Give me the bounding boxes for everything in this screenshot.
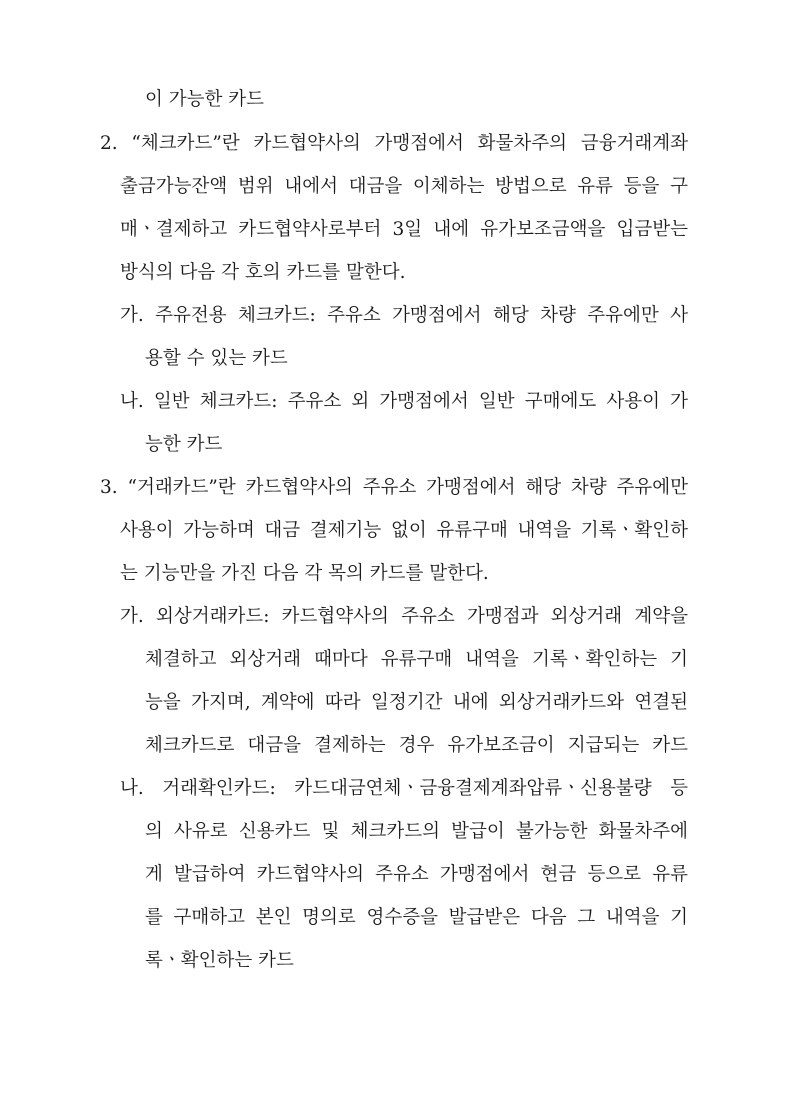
text-line-5: 방식의 다음 각 호의 카드를 말한다. (120, 262, 406, 283)
text-line-20: 를 구매하고 본인 명의로 영수증을 발급받은 다음 그 내역을 기 (145, 907, 688, 928)
text-line-4: 매ㆍ결제하고 카드협약사로부터 3일 내에 유가보조금액을 입금받는 (120, 219, 688, 240)
text-line-8: 나. 일반 체크카드: 주유소 외 가맹점에서 일반 구매에도 사용이 가 (120, 391, 688, 412)
text-line-9: 능한 카드 (145, 434, 223, 455)
text-line-10: 3. “거래카드”란 카드협약사의 주유소 가맹점에서 해당 차량 주유에만 (100, 477, 688, 498)
text-line-21: 록ㆍ확인하는 카드 (145, 950, 294, 971)
text-line-12: 는 기능만을 가진 다음 각 목의 카드를 말한다. (120, 563, 489, 584)
text-line-15: 능을 가지며, 계약에 따라 일정기간 내에 외상거래카드와 연결된 (145, 692, 688, 713)
text-line-11: 사용이 가능하며 대금 결제기능 없이 유류구매 내역을 기록ㆍ확인하 (120, 520, 688, 541)
text-line-19: 게 발급하여 카드협약사의 주유소 가맹점에서 현금 등으로 유류 (145, 864, 688, 885)
text-line-3: 출금가능잔액 범위 내에서 대금을 이체하는 방법으로 유류 등을 구 (120, 176, 688, 197)
text-line-13: 가. 외상거래카드: 카드협약사의 주유소 가맹점과 외상거래 계약을 (120, 606, 688, 627)
text-line-6: 가. 주유전용 체크카드: 주유소 가맹점에서 해당 차량 주유에만 사 (120, 305, 688, 326)
text-line-7: 용할 수 있는 카드 (145, 348, 288, 369)
text-line-16: 체크카드로 대금을 결제하는 경우 유가보조금이 지급되는 카드 (145, 735, 688, 756)
text-line-1: 이 가능한 카드 (145, 89, 264, 110)
text-line-17: 나. 거래확인카드: 카드대금연체ㆍ금융결제계좌압류ㆍ신용불량 등 (120, 778, 688, 799)
text-line-18: 의 사유로 신용카드 및 체크카드의 발급이 불가능한 화물차주에 (145, 821, 688, 842)
text-line-14: 체결하고 외상거래 때마다 유류구매 내역을 기록ㆍ확인하는 기 (145, 649, 688, 670)
text-line-2: 2. “체크카드”란 카드협약사의 가맹점에서 화물차주의 금융거래계좌 (100, 133, 688, 154)
